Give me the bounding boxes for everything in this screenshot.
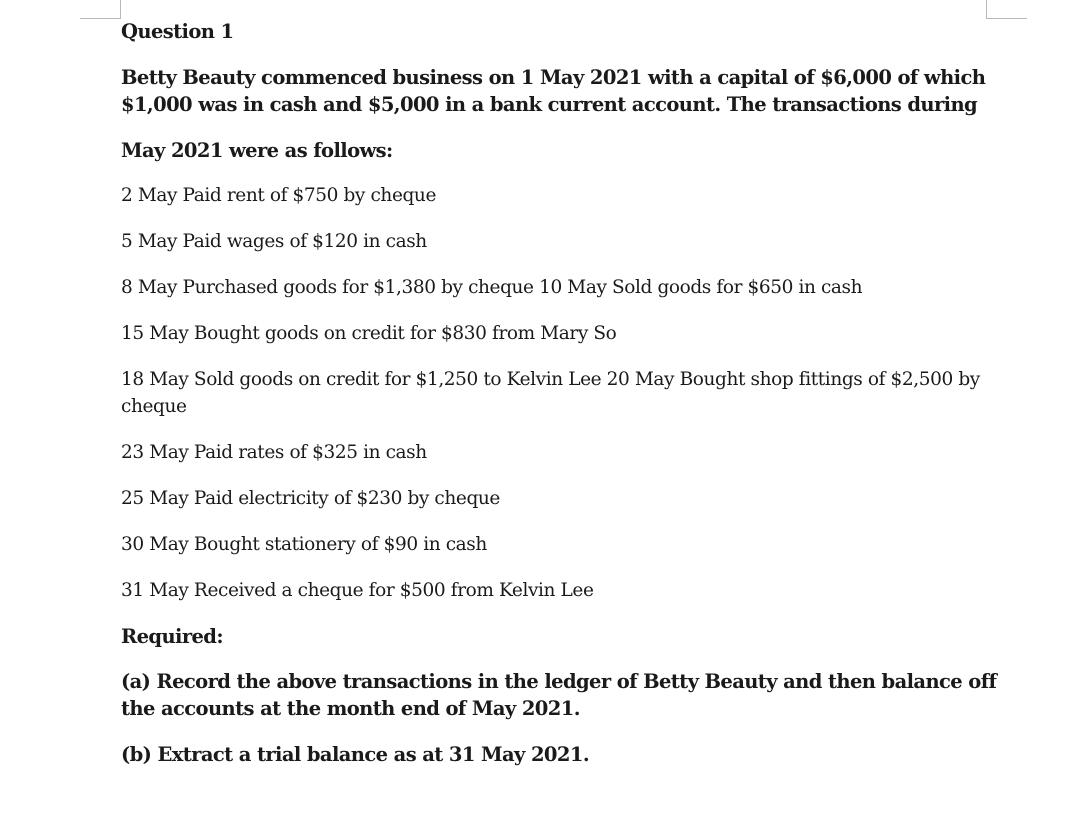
transaction-line: 31 May Received a cheque for $500 from Kelvin Lee <box>121 580 594 601</box>
transaction-line: 5 May Paid wages of $120 in cash <box>121 231 427 252</box>
required-label: Required: <box>121 625 223 648</box>
page-corner-marker-top-right <box>986 0 1027 19</box>
requirement-part-b: (b) Extract a trial balance as at 31 May 2021. <box>121 743 590 766</box>
question-intro-continued: May 2021 were as follows: <box>121 139 393 162</box>
document-body <box>121 18 1001 768</box>
question-title: Question 1 <box>121 20 234 43</box>
question-intro: Betty Beauty commenced business on 1 May 2021 with a capital of $6,000 of which $1,000 was in cash and $5,000 in a bank current account. The transactions during <box>121 66 986 116</box>
transaction-line: 8 May Purchased goods for $1,380 by cheque 10 May Sold goods for $650 in cash <box>121 277 863 298</box>
transaction-line: 25 May Paid electricity of $230 by cheque <box>121 488 500 509</box>
transaction-line: 30 May Bought stationery of $90 in cash <box>121 534 487 555</box>
requirement-part-a: (a) Record the above transactions in the ledger of Betty Beauty and then balance off the accounts at the month end of May 2021. <box>121 670 997 720</box>
page-corner-marker-top-left <box>80 0 121 19</box>
transaction-line: 15 May Bought goods on credit for $830 from Mary So <box>121 323 617 344</box>
transaction-line: 23 May Paid rates of $325 in cash <box>121 442 427 463</box>
transaction-line: 18 May Sold goods on credit for $1,250 to Kelvin Lee 20 May Bought shop fittings of $2,500 by cheque <box>121 369 980 417</box>
transaction-line: 2 May Paid rent of $750 by cheque <box>121 185 436 206</box>
